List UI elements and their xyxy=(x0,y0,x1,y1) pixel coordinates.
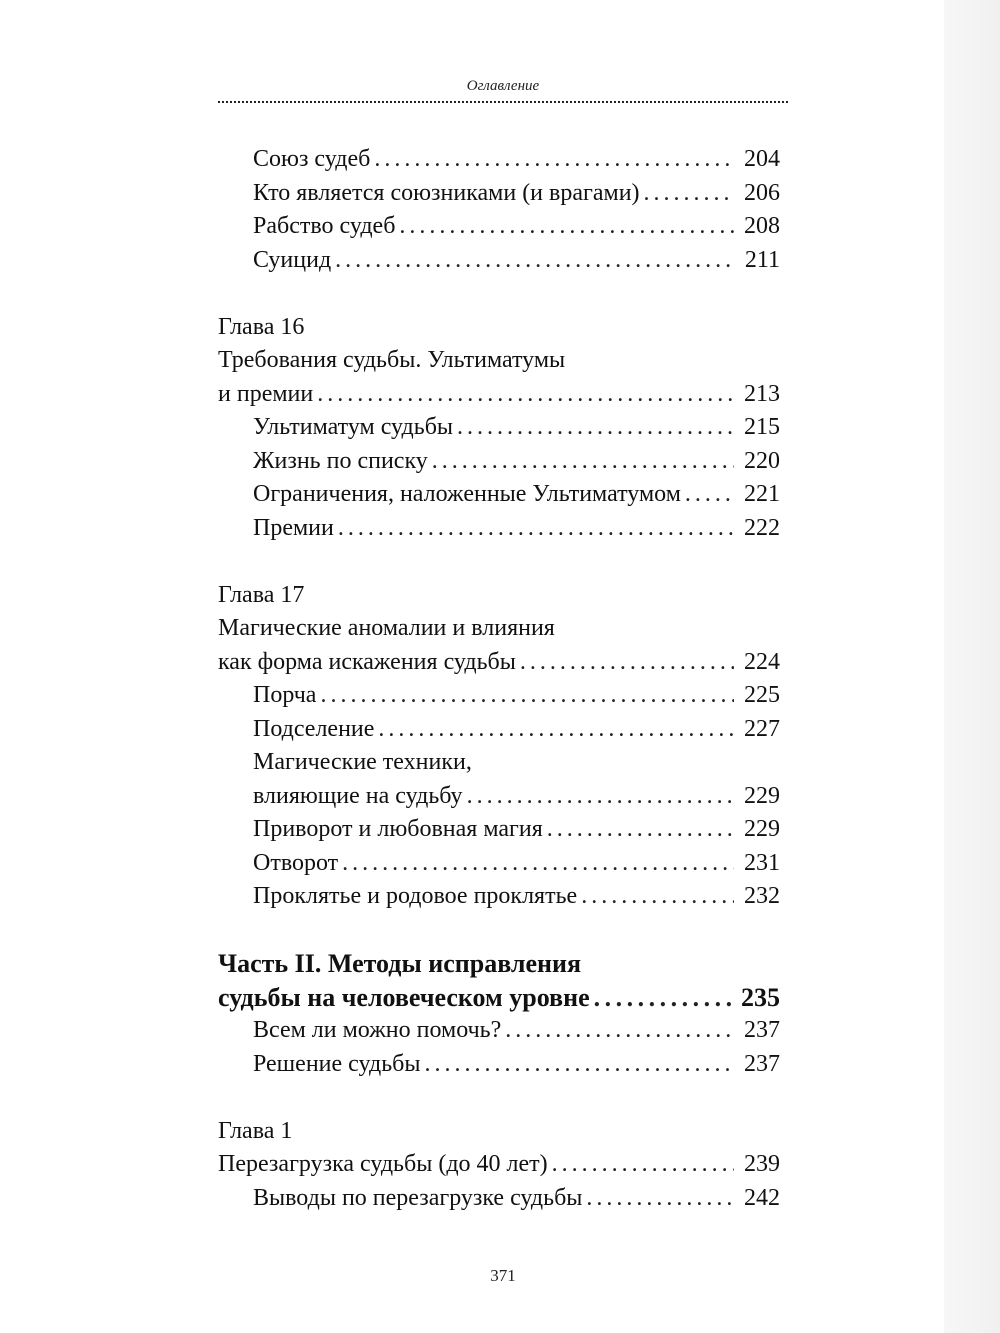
toc-entry-page: 211 xyxy=(744,246,780,273)
toc-entry-page: 229 xyxy=(744,816,780,842)
toc-entry-title: Приворот и любовная магия xyxy=(253,816,543,842)
toc-entry xyxy=(218,746,780,780)
toc-entry xyxy=(218,780,780,814)
toc-entry-title: Глава 17 xyxy=(218,581,305,608)
dot-leader xyxy=(317,378,734,412)
toc-entry-title: Перезагрузка судьбы (до 40 лет) xyxy=(218,1151,548,1177)
dot-leader xyxy=(520,646,734,680)
dot-leader xyxy=(432,445,734,479)
toc-entry-title: Магические аномалии и влияния xyxy=(218,615,555,641)
running-head: Оглавление xyxy=(466,78,540,94)
dot-leader xyxy=(547,813,734,847)
dot-leader xyxy=(552,1148,734,1182)
dot-leader xyxy=(581,880,734,914)
toc-entry xyxy=(218,847,780,881)
toc-entry-page: 231 xyxy=(744,849,780,876)
dot-leader xyxy=(342,847,734,881)
dot-leader xyxy=(335,244,734,278)
toc-entry-title: Кто является союзниками (и врагами) xyxy=(253,179,640,206)
toc-chapter-label xyxy=(218,311,780,345)
toc-entry-title: Всем ли можно помочь? xyxy=(253,1017,502,1043)
toc-entry xyxy=(218,244,780,278)
toc-entry-title: Отворот xyxy=(253,849,339,876)
dot-leader xyxy=(338,512,734,546)
toc-entry-page: 242 xyxy=(744,1184,780,1211)
toc-entry-page: 220 xyxy=(744,447,780,474)
toc-entry-page: 239 xyxy=(744,1151,780,1177)
toc-entry xyxy=(218,1182,780,1216)
toc-entry-page: 221 xyxy=(744,481,780,507)
dot-leader xyxy=(505,1014,734,1048)
toc-entry xyxy=(218,981,780,1015)
toc-entry-page: 232 xyxy=(744,883,780,909)
toc-entry-title: как форма искажения судьбы xyxy=(218,648,516,675)
dot-leader xyxy=(685,478,734,512)
toc-entry-page: 237 xyxy=(744,1017,780,1043)
toc-entry-page: 224 xyxy=(744,648,780,675)
toc-entry-page: 237 xyxy=(744,1050,780,1077)
toc-entry xyxy=(218,1048,780,1082)
toc-entry xyxy=(218,1014,780,1048)
toc-entry-title: Решение судьбы xyxy=(253,1050,421,1077)
toc-entry-title: Суицид xyxy=(253,246,332,273)
toc-entry xyxy=(218,143,780,177)
toc-entry xyxy=(218,210,780,244)
toc-entry-title: Глава 16 xyxy=(218,313,305,340)
dot-leader xyxy=(644,177,734,211)
toc-entry xyxy=(218,177,780,211)
toc-entry xyxy=(218,411,780,445)
toc-entry-page: 204 xyxy=(744,146,780,172)
toc-entry-title: Магические техники, xyxy=(253,749,472,775)
toc-entry-title: Ультиматум судьбы xyxy=(253,414,454,440)
toc-entry-title: Часть II. Методы исправления xyxy=(218,949,582,978)
toc-entry-page: 208 xyxy=(744,213,780,239)
toc-part-title xyxy=(218,947,780,981)
toc-entry-title: Союз судеб xyxy=(253,146,371,172)
dot-leader xyxy=(378,713,734,747)
toc-entry xyxy=(218,646,780,680)
dot-leader xyxy=(467,780,734,814)
toc-entry-title: Подселение xyxy=(253,715,375,742)
toc-entry-page: 227 xyxy=(744,715,780,742)
toc-entry-title: и премии xyxy=(218,380,314,407)
toc-entry xyxy=(218,713,780,747)
toc-entry-title: Порча xyxy=(253,682,317,708)
toc-entry-page: 213 xyxy=(744,380,780,407)
toc-entry-title: судьбы на человеческом уровне xyxy=(218,982,590,1012)
toc-entry-title: Требования судьбы. Ультиматумы xyxy=(218,347,566,373)
toc-chapter-title xyxy=(218,612,780,646)
dot-leader xyxy=(374,143,734,177)
toc-entry-page: 206 xyxy=(744,179,780,206)
dot-leader xyxy=(424,1048,734,1082)
toc-entry-title: Ограничения, наложенные Ультиматумом xyxy=(253,481,681,507)
toc-entry xyxy=(218,512,780,546)
toc-entry-title: Выводы по перезагрузке судьбы xyxy=(253,1184,583,1211)
toc-entry xyxy=(218,813,780,847)
dot-leader xyxy=(594,981,734,1015)
toc-entry-page: 229 xyxy=(744,782,780,809)
toc-chapter-label xyxy=(218,579,780,613)
toc-chapter-label xyxy=(218,1115,780,1149)
dot-leader xyxy=(399,210,734,244)
toc-chapter-title xyxy=(218,344,780,378)
toc-entry-page: 235 xyxy=(741,982,780,1012)
toc-entry-title: Проклятье и родовое проклятье xyxy=(253,883,578,909)
toc-entry xyxy=(218,445,780,479)
toc-entry xyxy=(218,1148,780,1182)
toc-entry-title: влияющие на судьбу xyxy=(253,782,463,809)
toc-entry xyxy=(218,880,780,914)
toc-entry xyxy=(218,378,780,412)
page-edge-shadow xyxy=(944,0,1000,1333)
toc-entry-title: Рабство судеб xyxy=(253,213,396,239)
running-head-rule xyxy=(218,101,788,103)
toc-entry xyxy=(218,679,780,713)
table-of-contents xyxy=(218,143,780,1215)
dot-leader xyxy=(586,1182,734,1216)
toc-entry-title: Жизнь по списку xyxy=(253,447,428,474)
toc-entry-title: Премии xyxy=(253,514,334,541)
page-number: 371 xyxy=(490,1266,516,1285)
toc-entry-page: 215 xyxy=(744,414,780,440)
dot-leader xyxy=(320,679,734,713)
dot-leader xyxy=(457,411,734,445)
toc-entry-page: 222 xyxy=(744,514,780,541)
toc-entry-title: Глава 1 xyxy=(218,1117,293,1144)
toc-entry xyxy=(218,478,780,512)
toc-entry-page: 225 xyxy=(744,682,780,708)
